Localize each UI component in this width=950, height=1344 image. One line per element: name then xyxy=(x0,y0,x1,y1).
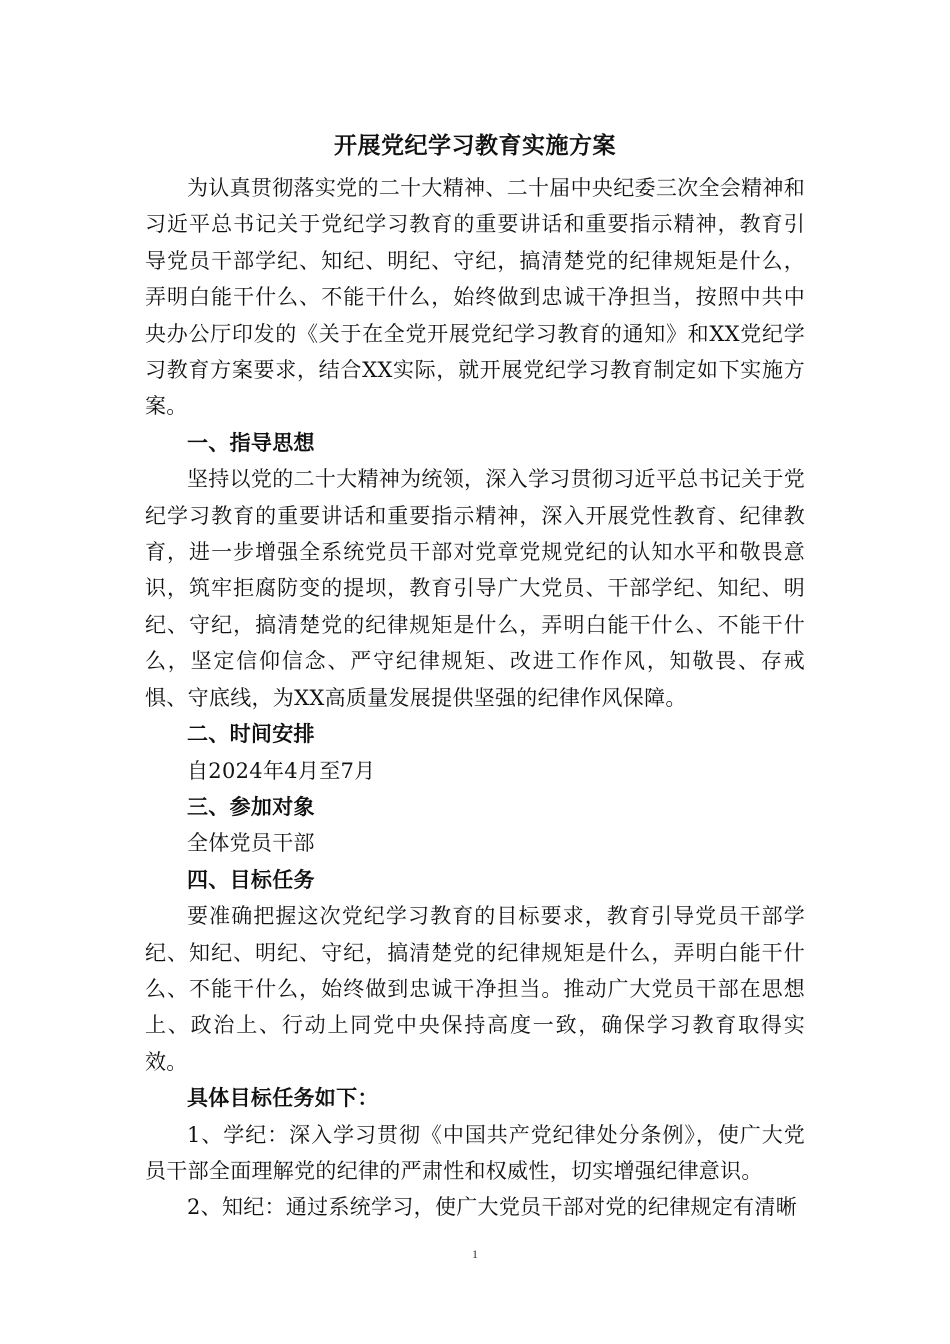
section-heading-guiding-ideology: 一、指导思想 xyxy=(187,429,315,455)
section-heading-participants: 三、参加对象 xyxy=(187,793,315,819)
intro-paragraph: 为认真贯彻落实党的二十大精神、二十届中央纪委三次全会精神和习近平总书记关于党纪学习教育的重要讲话和重要指示精神，教育引导党员干部学纪、知纪、明纪、守纪，搞清楚党的纪律规矩是什么，弄明白能干什么、不能干什么，始终做到忠诚干净担当，按照中共中央办公厅印发的《关于在全党开展党纪学习教育的通知》和XX党纪学习教育方案要求，结合XX实际，就开展党纪学习教育制定如下实施方案。 xyxy=(145,176,805,419)
document-title: 开展党纪学习教育实施方案 xyxy=(334,132,616,159)
objective-item-1: 1、学纪：深入学习贯彻《中国共产党纪律处分条例》，使广大党员干部全面理解党的纪律的严肃性和权威性，切实增强纪律意识。 xyxy=(145,1122,805,1183)
objective-item-2: 2、知纪：通过系统学习，使广大党员干部对党的纪律规定有清晰 xyxy=(187,1195,798,1220)
participants-paragraph: 全体党员干部 xyxy=(187,831,315,856)
guiding-ideology-paragraph: 坚持以党的二十大精神为统领，深入学习贯彻习近平总书记关于党纪学习教育的重要讲话和重要指示精神，深入开展党性教育、纪律教育，进一步增强全系统党员干部对党章党规党纪的认知水平和敬畏意识，筑牢拒腐防变的提坝，教育引导广大党员、干部学纪、知纪、明纪、守纪，搞清楚党的纪律规矩是什么，弄明白能干什么、不能干什么，坚定信仰信念、严守纪律规矩、改进工作作风，知敬畏、存戒惧、守底线，为XX高质量发展提供坚强的纪律作风保障。 xyxy=(145,467,805,710)
objectives-paragraph: 要准确把握这次党纪学习教育的目标要求，教育引导党员干部学纪、知纪、明纪、守纪，搞清楚党的纪律规矩是什么，弄明白能干什么、不能干什么，始终做到忠诚干净担当。推动广大党员干部在思想上、政治上、行动上同党中央保持高度一致，确保学习教育取得实效。 xyxy=(145,904,805,1074)
section-heading-schedule: 二、时间安排 xyxy=(187,721,315,747)
section-heading-objectives: 四、目标任务 xyxy=(187,866,315,892)
document-body xyxy=(145,128,805,1226)
subheading-specific-objectives: 具体目标任务如下： xyxy=(187,1085,379,1111)
schedule-paragraph: 自2024年4月至7月 xyxy=(187,758,376,783)
page-number: 1 xyxy=(472,1247,478,1261)
